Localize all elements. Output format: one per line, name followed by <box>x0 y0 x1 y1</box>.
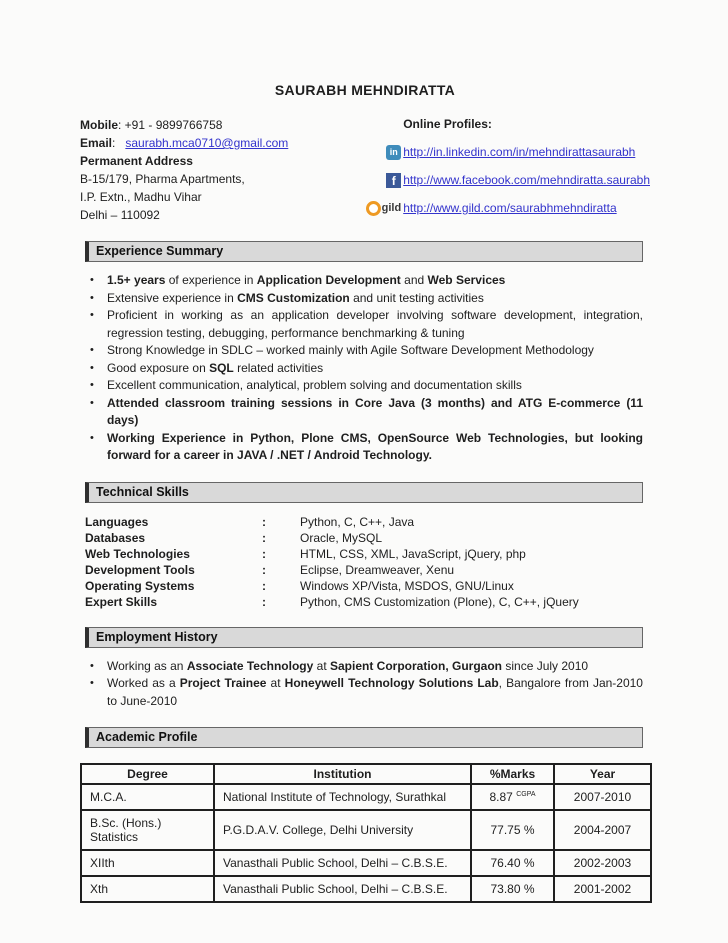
bullet-text <box>107 377 643 395</box>
text-segment: Worked as a <box>107 676 180 690</box>
online-profiles <box>374 116 650 224</box>
table-row <box>81 876 651 902</box>
text-segment: of experience in <box>165 273 257 287</box>
facebook-profile-row <box>376 173 650 188</box>
text-segment: Attended classroom training sessions in Core Java (3 months) and ATG E-commerce (11 days) <box>107 395 643 427</box>
email-line <box>80 134 374 152</box>
bullet-text <box>107 290 643 308</box>
text-segment: CGPA <box>516 791 536 798</box>
bullet-icon: • <box>90 659 94 672</box>
text-segment: SQL <box>209 360 234 375</box>
linkedin-icon-glyph: in <box>386 145 401 160</box>
table-row <box>81 850 651 876</box>
bullet-icon: • <box>90 344 94 356</box>
email-label: Email <box>80 136 113 150</box>
technical-skills-list <box>85 514 650 610</box>
bullet-icon: • <box>90 379 94 391</box>
institution-cell: P.G.D.A.V. College, Delhi University <box>214 810 471 850</box>
text-segment: related activities <box>233 360 324 375</box>
skill-label: Languages <box>85 514 149 529</box>
skill-value: Oracle, MySQL <box>300 530 383 545</box>
year-cell: 2002-2003 <box>554 850 651 876</box>
bullet-icon: • <box>90 309 94 321</box>
bullet-text <box>107 307 643 342</box>
list-item <box>90 307 643 342</box>
list-item <box>90 272 643 290</box>
skill-label: Operating Systems <box>85 578 195 593</box>
list-item <box>90 430 643 465</box>
gild-link[interactable]: http://www.gild.com/saurabhmehndiratta <box>403 201 617 215</box>
text-segment: Proficient in working as an application developer involving software development, integration, regression testing, debugging, performance benchmarking & tuning <box>107 308 643 340</box>
text-segment: Web Services <box>427 273 506 287</box>
bullet-text <box>107 360 643 378</box>
list-item <box>90 658 643 676</box>
skill-value: HTML, CSS, XML, JavaScript, jQuery, php <box>300 546 526 561</box>
text-segment: and <box>400 273 428 287</box>
skill-separator: : <box>262 594 266 609</box>
bullet-icon: • <box>90 274 94 286</box>
marks-cell <box>471 850 554 876</box>
gild-profile-row <box>376 201 650 216</box>
online-profiles-heading: Online Profiles: <box>403 117 492 131</box>
academic-table-header-row <box>81 764 651 784</box>
text-segment: 77.75 % <box>490 823 535 837</box>
bullet-text <box>107 658 643 676</box>
section-header-academic-profile: Academic Profile <box>85 727 643 748</box>
bullet-text <box>107 395 643 430</box>
text-segment: at <box>266 676 285 690</box>
list-item <box>90 360 643 378</box>
list-item <box>90 395 643 430</box>
year-cell: 2007-2010 <box>554 784 651 810</box>
skill-row <box>85 594 650 610</box>
employment-history-list <box>90 658 643 711</box>
table-row <box>81 810 651 850</box>
text-segment: Extensive experience in <box>107 290 238 305</box>
bullet-icon: • <box>90 361 94 374</box>
text-segment: CMS Customization <box>237 290 350 305</box>
text-segment: Working as an <box>107 658 187 673</box>
address-line-1: B-15/179, Pharma Apartments, <box>80 172 245 186</box>
skill-separator: : <box>262 562 266 577</box>
institution-cell: National Institute of Technology, Surathkal <box>214 784 471 810</box>
academic-table <box>80 763 652 903</box>
bullet-text <box>107 430 643 465</box>
skill-value: Python, CMS Customization (Plone), C, C++, jQuery <box>300 594 579 609</box>
skill-row <box>85 530 650 546</box>
skill-separator: : <box>262 514 266 529</box>
text-segment: at <box>313 658 330 673</box>
facebook-icon <box>376 173 403 188</box>
text-segment: Working Experience in Python, Plone CMS, OpenSource Web Technologies, but looking forward for a career in JAVA / .NET / Android Technology. <box>107 430 643 462</box>
text-segment: Good exposure on <box>107 360 210 375</box>
skill-value: Python, C, C++, Java <box>300 514 415 529</box>
list-item <box>90 290 643 308</box>
degree-cell: M.C.A. <box>81 784 214 810</box>
text-segment: 1.5+ years <box>107 273 166 287</box>
facebook-link[interactable]: http://www.facebook.com/mehndiratta.saurabh <box>403 173 650 187</box>
text-segment: 76.40 % <box>490 856 535 870</box>
marks-cell <box>471 810 554 850</box>
text-segment: 73.80 % <box>490 882 535 896</box>
skill-label: Development Tools <box>85 562 195 577</box>
bullet-icon: • <box>90 396 94 409</box>
text-segment: Excellent communication, analytical, problem solving and documentation skills <box>107 378 522 392</box>
column-header-marks: %Marks <box>471 764 554 784</box>
skill-separator: : <box>262 546 266 561</box>
skill-row <box>85 578 650 594</box>
contact-section <box>80 116 650 224</box>
contact-details <box>80 116 374 224</box>
list-item <box>90 377 643 395</box>
section-header-experience-summary: Experience Summary <box>85 241 643 262</box>
marks-cell <box>471 784 554 810</box>
text-segment: since July 2010 <box>502 658 589 673</box>
section-header-technical-skills: Technical Skills <box>85 482 643 503</box>
email-link[interactable]: saurabh.mca0710@gmail.com <box>125 136 289 150</box>
text-segment: Application Development <box>256 273 401 287</box>
list-item <box>90 675 643 710</box>
degree-cell: B.Sc. (Hons.) Statistics <box>81 810 214 850</box>
email-separator: : <box>112 136 119 150</box>
linkedin-icon <box>376 145 403 160</box>
year-cell: 2004-2007 <box>554 810 651 850</box>
skill-separator: : <box>262 530 266 545</box>
column-header-year: Year <box>554 764 651 784</box>
skill-row <box>85 514 650 530</box>
table-row <box>81 784 651 810</box>
gild-icon-ring <box>366 201 381 216</box>
address-line-3: Delhi – 110092 <box>80 208 160 222</box>
institution-cell: Vanasthali Public School, Delhi – C.B.S.E. <box>214 850 471 876</box>
bullet-text <box>107 342 643 360</box>
text-segment: Strong Knowledge in SDLC – worked mainly with Agile Software Development Methodology <box>107 343 594 357</box>
degree-cell: XIIth <box>81 850 214 876</box>
gild-icon <box>376 201 403 216</box>
skill-row <box>85 546 650 562</box>
skill-label: Expert Skills <box>85 594 158 609</box>
skill-label: Web Technologies <box>85 546 190 561</box>
skill-separator: : <box>262 578 266 593</box>
skill-value: Eclipse, Dreamweaver, Xenu <box>300 562 455 577</box>
bullet-icon: • <box>90 677 94 689</box>
degree-cell: Xth <box>81 876 214 902</box>
page-title: SAURABH MEHNDIRATTA <box>274 82 456 98</box>
institution-cell: Vanasthali Public School, Delhi – C.B.S.E. <box>214 876 471 902</box>
text-segment: 8.87 <box>489 790 517 804</box>
text-segment: Honeywell Technology Solutions Lab <box>284 676 499 690</box>
text-segment: Project Trainee <box>179 676 267 690</box>
skill-value: Windows XP/Vista, MSDOS, GNU/Linux <box>300 578 514 593</box>
column-header-institution: Institution <box>214 764 471 784</box>
text-segment: Sapient Corporation, Gurgaon <box>330 658 503 673</box>
column-header-degree: Degree <box>81 764 214 784</box>
bullet-icon: • <box>90 291 94 304</box>
text-segment: , Bangalore from Jan-2010 to June-2010 <box>107 676 643 708</box>
facebook-icon-glyph: f <box>386 173 401 188</box>
mobile-line <box>80 116 374 134</box>
mobile-label: Mobile <box>80 118 118 132</box>
mobile-value: : +91 - 9899766758 <box>118 118 223 132</box>
linkedin-link[interactable]: http://in.linkedin.com/in/mehndirattasaurabh <box>403 145 636 159</box>
skill-label: Databases <box>85 530 146 545</box>
list-item <box>90 342 643 360</box>
address-line-2: I.P. Extn., Madhu Vihar <box>80 190 202 204</box>
section-header-employment-history: Employment History <box>85 627 643 648</box>
bullet-text <box>107 272 643 290</box>
bullet-text <box>107 675 643 710</box>
marks-cell <box>471 876 554 902</box>
gild-icon-text: gild <box>381 202 402 214</box>
address-label: Permanent Address <box>80 154 193 168</box>
linkedin-profile-row <box>376 145 650 160</box>
text-segment: Associate Technology <box>186 658 314 673</box>
year-cell: 2001-2002 <box>554 876 651 902</box>
skill-row <box>85 562 650 578</box>
experience-summary-list <box>90 272 643 465</box>
text-segment: and unit testing activities <box>349 290 484 305</box>
academic-table-body <box>81 784 651 902</box>
bullet-icon: • <box>90 431 94 444</box>
